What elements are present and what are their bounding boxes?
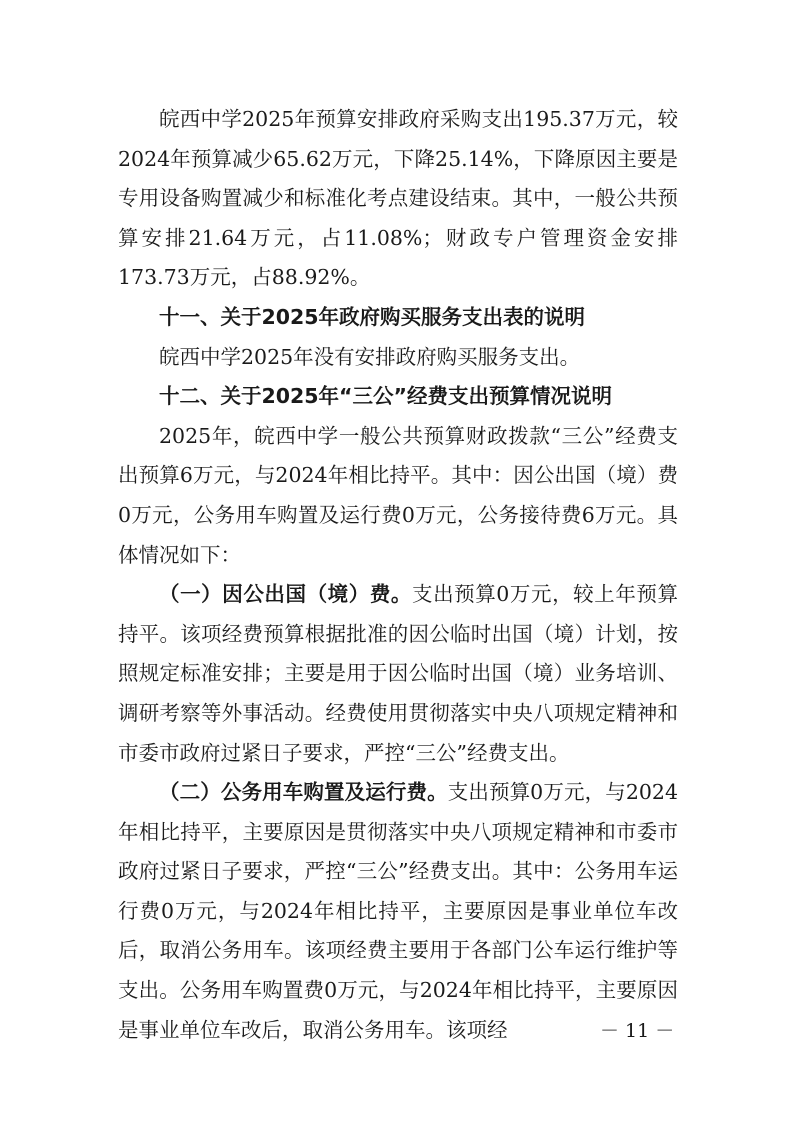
official-vehicle-body: 支出预算0万元，与2024年相比持平，主要原因是贯彻落实中央八项规定精神和市委市政府过紧日子要求，严控“三公”经费支出。其中：公务用车运行费0万元，与2024年相比持平，主要原因是事业单位车改后，取消公务用车。该项经费主要用于各部门公车运行维护等支出。公务用车购置费0万元，与2024年相比持平，主要原因是事业单位车改后，取消公务用车。该项经 — [118, 780, 679, 1042]
three-public-summary-paragraph: 2025年，皖西中学一般公共预算财政拨款“三公”经费支出预算6万元，与2024年相比持平。其中：因公出国（境）费0万元，公务用车购置及运行费0万元，公务接待费6万元。具体情况如下： — [118, 423, 678, 567]
procurement-paragraph: 皖西中学2025年预算安排政府采购支出195.37万元，较2024年预算减少65.62万元，下降25.14%，下降原因主要是专用设备购置减少和标准化考点建设结束。其中，一般公共预算安排21.64万元，占11.08%；财政专户管理资金安排173.73万元，占88.92%。 — [118, 107, 678, 290]
official-vehicle-paragraph — [118, 773, 678, 1050]
official-vehicle-lead: （二）公务用车购置及运行费。 — [159, 780, 448, 805]
section-heading-12: 十二、关于2025年“三公”经费支出预算情况说明 — [159, 384, 613, 409]
section-heading-11: 十一、关于2025年政府购买服务支出表的说明 — [159, 304, 586, 329]
overseas-travel-paragraph — [118, 575, 678, 773]
service-purchase-paragraph: 皖西中学2025年没有安排政府购买服务支出。 — [159, 344, 581, 369]
overseas-travel-lead: （一）因公出国（境）费。 — [159, 582, 412, 607]
document-body — [118, 100, 678, 1050]
page-number: － 11 － — [600, 1020, 675, 1042]
overseas-travel-body: 支出预算0万元，较上年预算持平。该项经费预算根据批准的因公临时出国（境）计划，按照规定标准安排；主要是用于因公临时出国（境）业务培训、调研考察等外事活动。经费使用贯彻落实中央八项规定精神和市委市政府过紧日子要求，严控“三公”经费支出。 — [118, 582, 679, 765]
